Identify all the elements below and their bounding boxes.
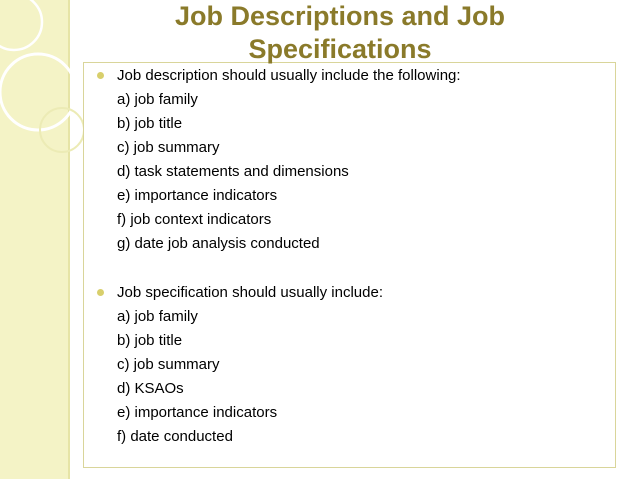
bullet-icon bbox=[97, 289, 104, 296]
list-item: f) job context indicators bbox=[117, 211, 272, 228]
list-item: c) job summary bbox=[117, 356, 220, 373]
section-heading-job-specification bbox=[97, 281, 607, 305]
section-heading-job-description bbox=[97, 64, 607, 88]
section-spacer bbox=[97, 256, 607, 281]
list-item: c) job summary bbox=[117, 139, 220, 156]
list-item: d) KSAOs bbox=[117, 380, 184, 397]
list-item: b) job title bbox=[117, 332, 183, 349]
list-item: d) task statements and dimensions bbox=[117, 163, 349, 180]
list-item: a) job family bbox=[117, 91, 198, 108]
list-item: e) importance indicators bbox=[117, 404, 278, 421]
list-item: b) job title bbox=[117, 115, 183, 132]
section-heading-text: Job description should usually include the following: bbox=[117, 67, 461, 84]
list-item: a) job family bbox=[117, 308, 198, 325]
section-heading-text: Job specification should usually include: bbox=[117, 284, 383, 301]
bullet-icon bbox=[97, 72, 104, 79]
content-list bbox=[97, 64, 607, 449]
list-item: g) date job analysis conducted bbox=[117, 235, 320, 252]
list-item: f) date conducted bbox=[117, 428, 233, 445]
decorative-circle-large bbox=[0, 54, 76, 130]
slide-title: Job Descriptions and Job Specifications bbox=[174, 1, 506, 64]
list-item: e) importance indicators bbox=[117, 187, 278, 204]
decorative-circle-small bbox=[0, 0, 42, 50]
